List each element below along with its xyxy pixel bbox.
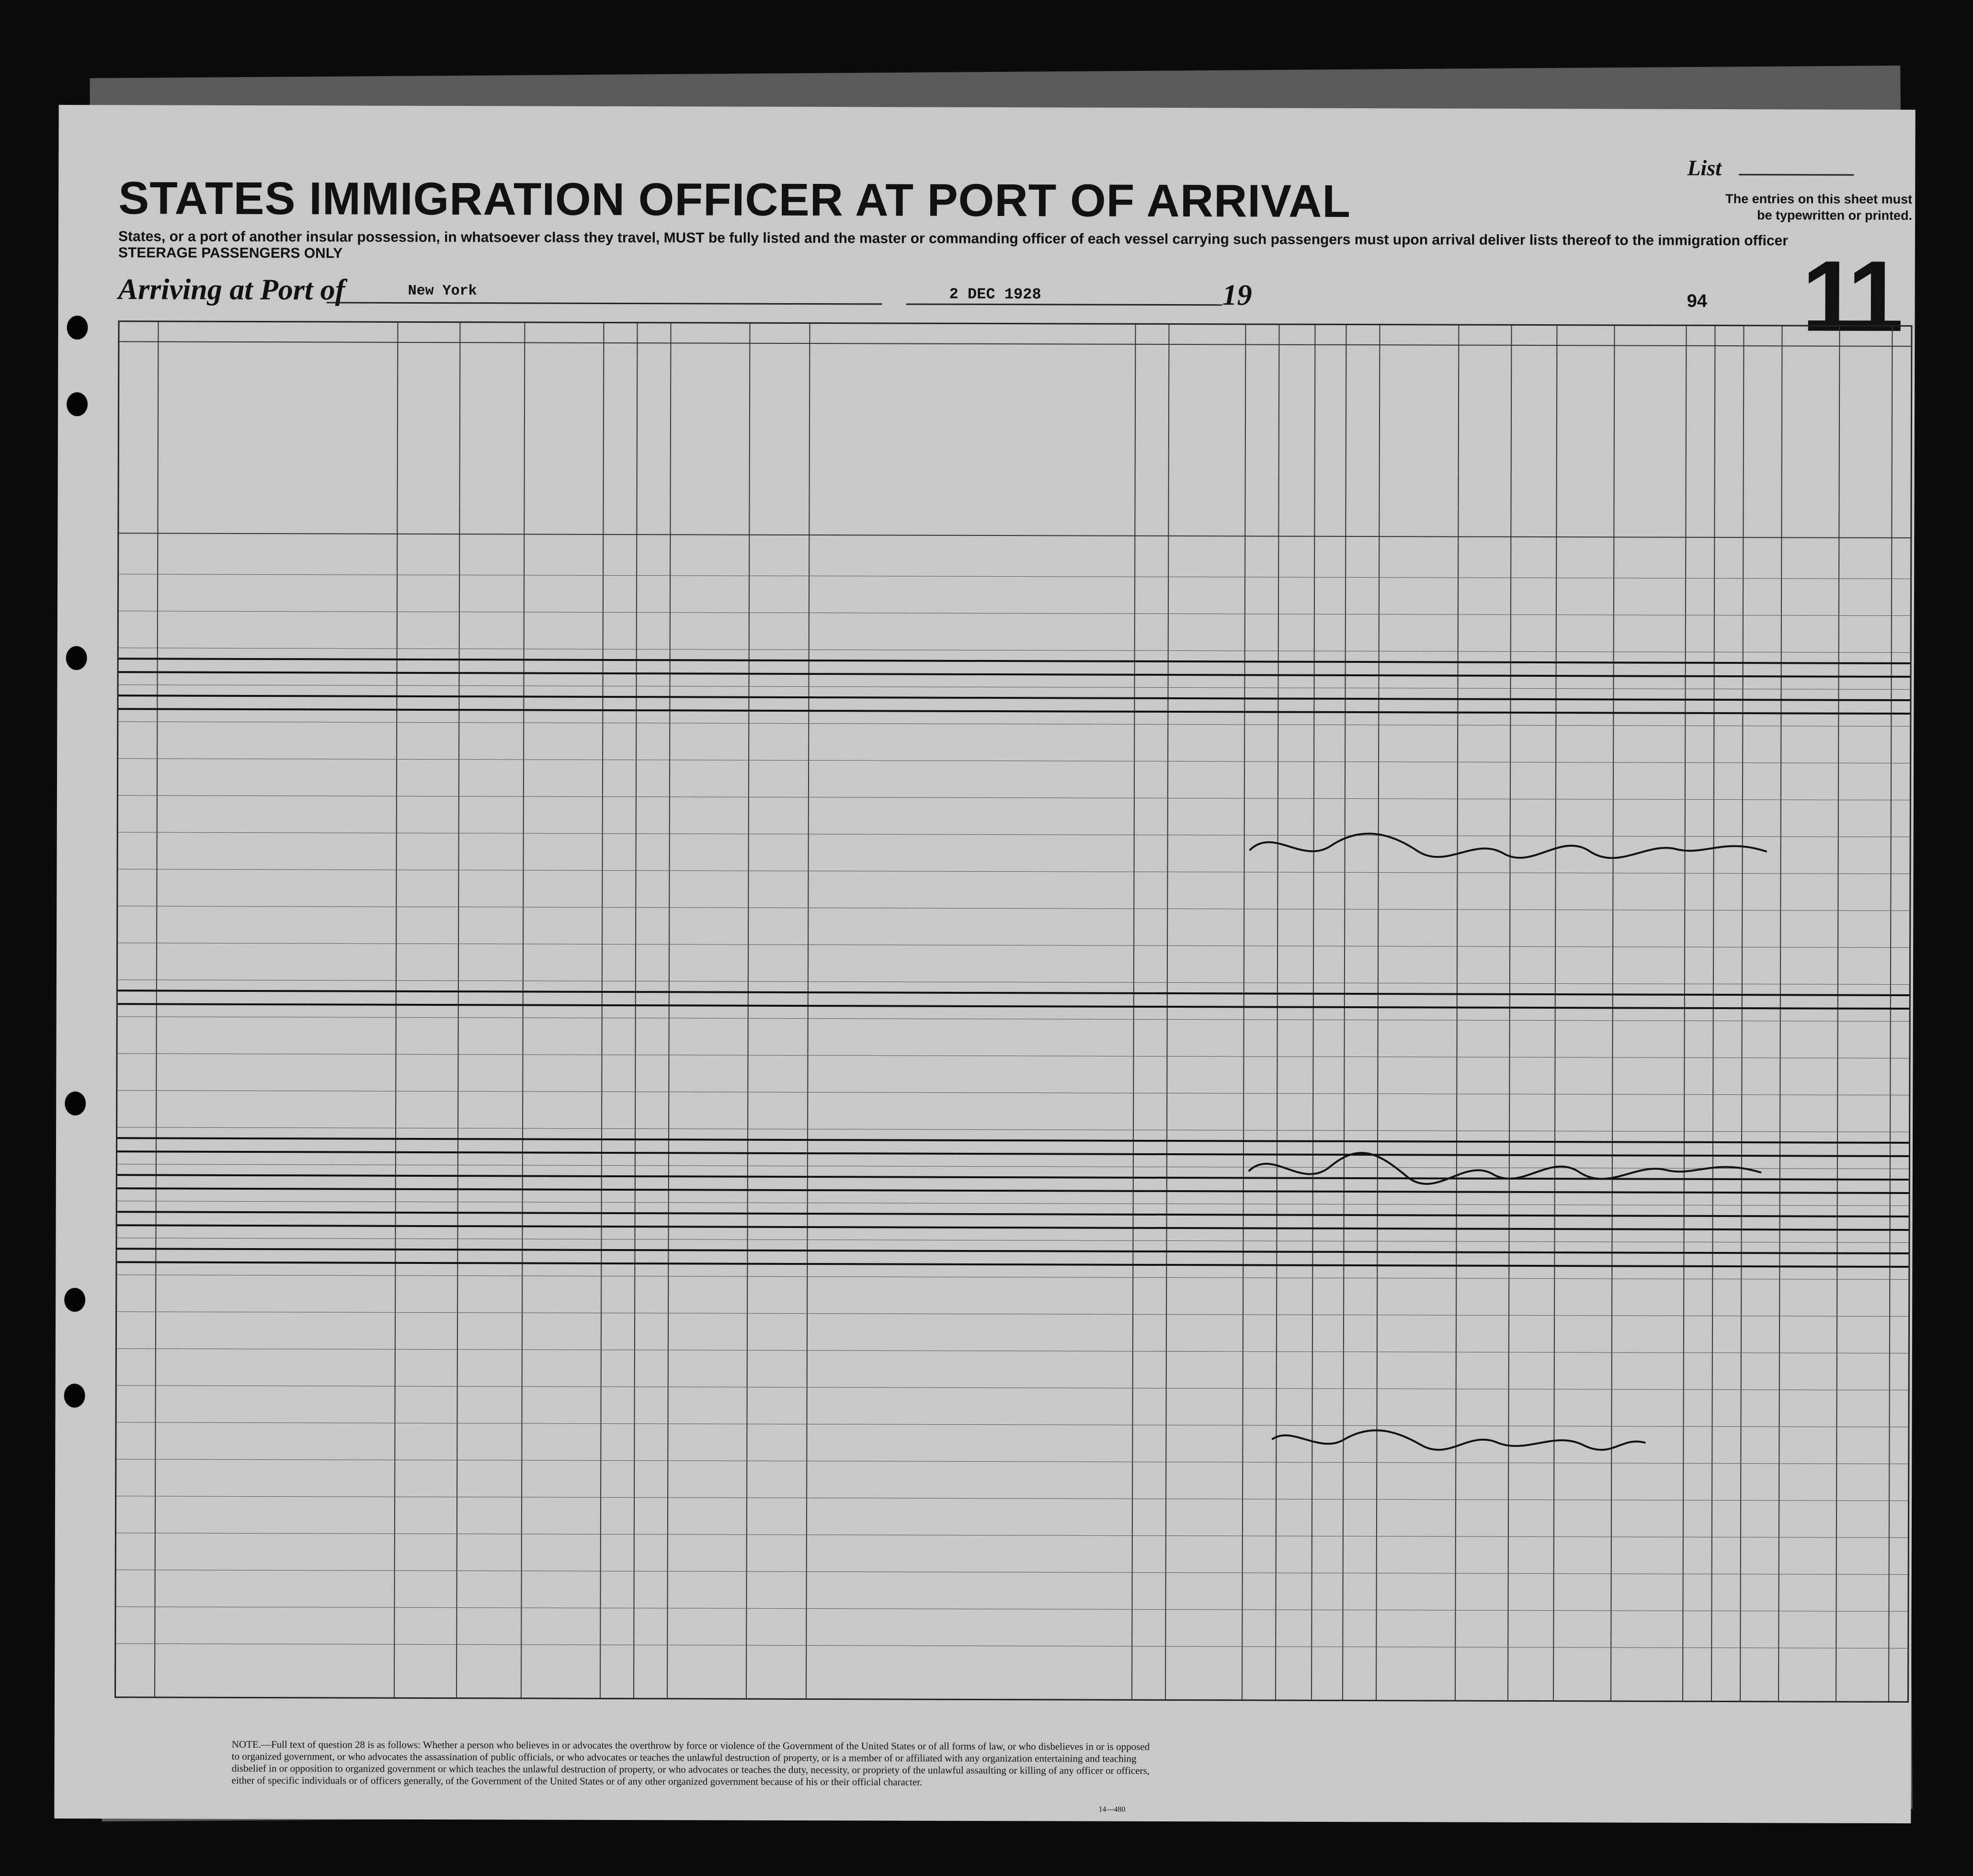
year-prefix: 19 [1222,279,1252,312]
column-divider [667,323,672,1698]
row-divider [117,1274,1908,1280]
header-bottom-divider [119,533,1910,538]
column-divider [1553,326,1558,1700]
col-header-purpose-c [1218,363,1219,531]
column-divider [1610,326,1615,1700]
col-header-money [674,352,675,529]
handwritten-annotation [1244,812,1771,885]
page-number: 94 [1687,291,1707,311]
typewritten-instruction [1687,191,1912,224]
list-label: List [1687,155,1722,181]
row-divider [118,906,1909,911]
binder-hole [67,392,88,416]
handwritten-annotation [1244,1142,1771,1216]
strikethrough-line [118,694,1910,701]
row-divider [117,1385,1908,1390]
row-divider [116,1643,1907,1649]
row-divider [119,611,1910,616]
strikethrough-line [118,708,1910,715]
column-divider [1275,325,1280,1700]
column-divider [746,324,751,1698]
column-divider [1311,325,1316,1700]
row-divider [118,721,1910,727]
column-divider [1165,325,1170,1699]
strikethrough-line [117,1261,1908,1268]
manifest-sheet [54,105,1915,1823]
date-line [906,304,1222,306]
column-divider [1242,325,1246,1699]
row-divider [119,574,1910,579]
column-divider [1342,325,1347,1700]
col-header-ticket [528,352,529,529]
column-divider [1778,326,1783,1701]
arrival-date-stamp: 2 DEC 1928 [949,285,1041,304]
binder-hole [66,646,87,670]
strikethrough-line [118,989,1909,996]
row-divider [118,795,1910,800]
row-divider [118,1016,1909,1022]
binder-hole [67,316,88,340]
page-title: STATES IMMIGRATION OFFICER AT PORT OF ARRIVAL [118,172,1351,227]
column-number [809,327,1135,328]
column-divider [633,323,638,1698]
column-divider [1455,326,1460,1700]
column-divider [600,323,604,1698]
port-name: New York [408,283,477,300]
strikethrough-line [117,1248,1908,1254]
row-divider [116,1496,1908,1501]
row-divider [118,1053,1909,1058]
port-line [327,302,882,305]
row-divider [116,1533,1908,1538]
row-divider [117,1348,1908,1353]
column-divider [521,323,525,1697]
col-header-anarchist [1321,364,1322,531]
column-divider [1740,326,1745,1701]
col-header-joining [814,400,1130,401]
row-divider [117,1238,1908,1243]
col-header-prison [1249,363,1250,531]
row-divider [118,758,1910,763]
binder-hole [64,1288,85,1312]
column-divider [456,323,461,1697]
row-divider [119,684,1910,690]
strikethrough-line [119,658,1910,664]
row-divider [117,1090,1909,1095]
column-divider [806,324,810,1698]
col-header-relative [162,418,392,419]
typed-note-line: The entries on this sheet must [1725,192,1913,207]
col-header-purpose-a [1141,363,1142,531]
row-divider [116,1606,1907,1612]
sheet-number: 11 [1802,239,1899,352]
handwritten-annotation [1267,1421,1650,1469]
strikethrough-line [118,1003,1909,1010]
column-divider [1836,327,1840,1701]
steerage-label: STEERAGE PASSENGERS ONLY [118,245,343,262]
row-divider [118,979,1909,985]
strikethrough-line [117,1137,1909,1144]
row-divider [116,1569,1908,1575]
column-divider [1711,326,1716,1701]
binder-hole [64,1384,85,1408]
column-divider [394,323,399,1697]
list-number-line [1739,174,1854,176]
row-divider [118,943,1909,948]
manifest-table [114,320,1913,1703]
strikethrough-line [117,1224,1909,1231]
binder-hole [65,1091,86,1115]
column-divider [1376,325,1380,1700]
column-divider [1507,326,1512,1700]
row-divider [119,648,1910,653]
column-number [670,326,809,327]
column-divider [1131,325,1136,1699]
page-subtitle: States, or a port of another insular possession, in whatsoever class they travel, MUST be fully listed and the master or commanding officer of each vessel carrying such passengers must upon arrival deliver lists thereof to the immigration officer [118,228,1788,249]
column-divider [1888,327,1893,1701]
column-divider [1682,326,1687,1701]
form-number: 14—480 [1098,1805,1126,1814]
footnote: NOTE.—Full text of question 28 is as follows: Whether a person who believes in or advocates the overthrow by force or violence of the Government of the United States or of all forms of law, or who disbelieves in or is opposed to organized government, or who advocates the assassination of public officials, or who advocates or teaches the unlawful destruction of property, or is a member of or affiliated with any organization entertaining and teaching disbelief in or opposition to organized government or which teaches the unlawful destruction of property, or who advocates or teaches the duty, necessity, or propriety of the unlawful assaulting or killing of any officer or officers, either of specific individuals or of officers generally, of the Government of the United States or of any other organized government because of his or their official character. [231,1738,1150,1788]
row-divider [117,1127,1909,1132]
arriving-label: Arriving at Port of [118,273,345,307]
row-divider [117,1311,1908,1317]
typed-note-line: be typewritten or printed. [1757,208,1913,223]
column-divider [154,322,159,1696]
col-header-q29 [1383,364,1384,531]
header-divider [119,341,1911,347]
strikethrough-line [119,671,1910,678]
